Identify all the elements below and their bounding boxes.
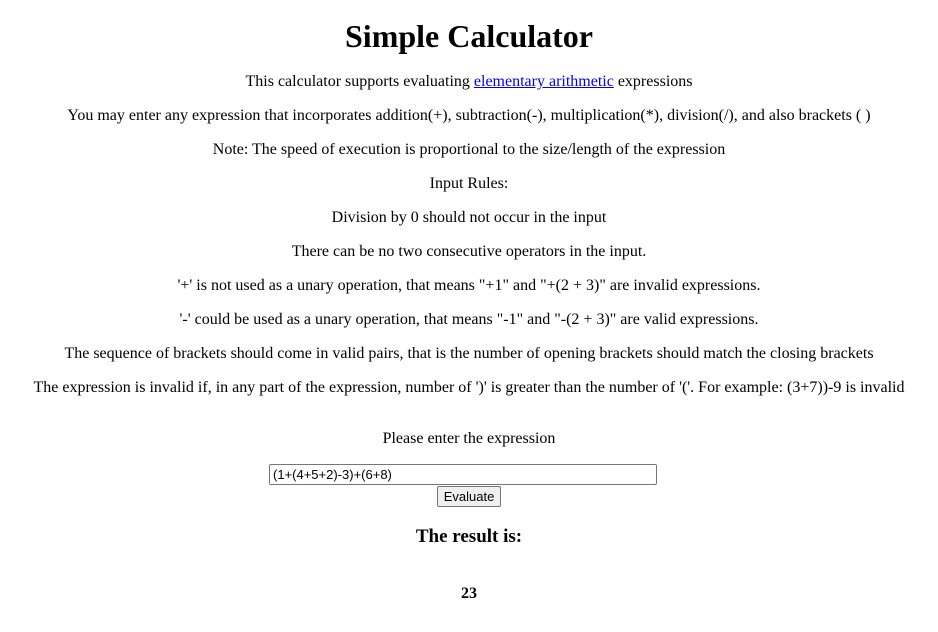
result-value: 23: [461, 585, 477, 602]
intro-suffix: expressions: [613, 73, 693, 90]
evaluate-button[interactable]: Evaluate: [437, 486, 502, 507]
operators-description: You may enter any expression that incorporates addition(+), subtraction(-), multiplication(*), division(/), and also brackets ( ): [67, 107, 871, 124]
intro-prefix: This calculator supports evaluating: [245, 73, 474, 90]
rule-bracket-pairs: The sequence of brackets should come in valid pairs, that is the number of opening brackets should match the closing brackets: [64, 345, 874, 362]
page-title: Simple Calculator: [345, 18, 593, 54]
input-rules-heading: Input Rules:: [429, 175, 509, 192]
rule-bracket-order: The expression is invalid if, in any part of the expression, number of ')' is greater than the number of '('. For example: (3+7))-9 is invalid: [33, 379, 905, 396]
rule-unary-minus: '-' could be used as a unary operation, that means "-1" and "-(2 + 3)" are valid expressions.: [179, 311, 759, 328]
rule-consecutive-operators: There can be no two consecutive operators in the input.: [291, 243, 647, 260]
elementary-arithmetic-link[interactable]: elementary arithmetic: [473, 73, 614, 90]
expression-prompt: Please enter the expression: [382, 430, 556, 447]
rule-division-by-zero: Division by 0 should not occur in the input: [331, 209, 607, 226]
expression-input[interactable]: [269, 464, 657, 485]
expression-form: [6, 464, 932, 507]
speed-note: Note: The speed of execution is proportional to the size/length of the expression: [212, 141, 726, 158]
calculator-page: [6, 0, 932, 603]
rule-unary-plus: '+' is not used as a unary operation, that means "+1" and "+(2 + 3)" are invalid expressions.: [177, 277, 761, 294]
result-heading: The result is:: [415, 526, 523, 547]
intro-text: [6, 72, 932, 91]
